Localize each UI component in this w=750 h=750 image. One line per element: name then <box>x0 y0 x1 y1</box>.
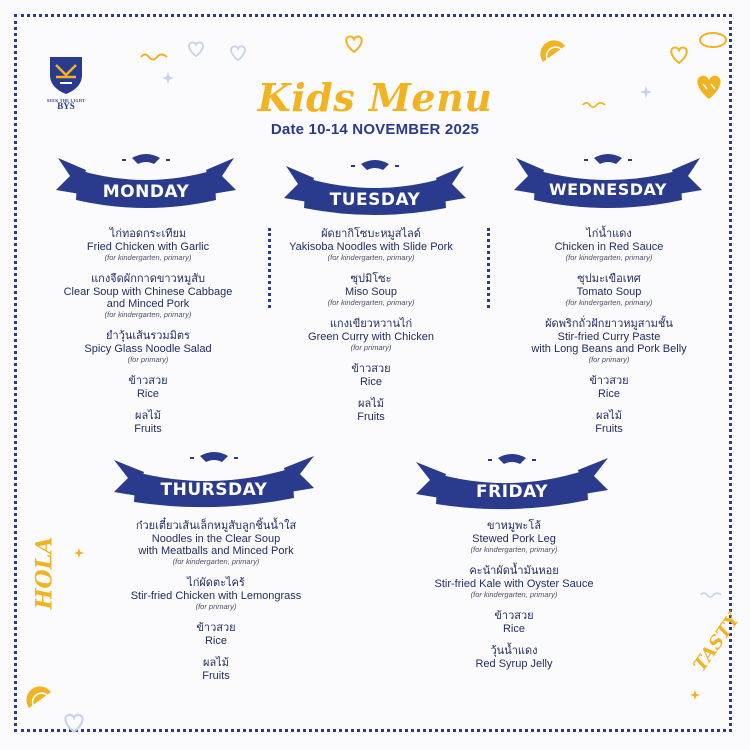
dish-audience: (for kindergarten, primary) <box>327 253 415 262</box>
menu-item <box>270 273 472 308</box>
heart-doodle-icon <box>343 34 365 54</box>
dish-english: Miso Soup <box>345 286 397 298</box>
dish-thai: ข้าวสวย <box>128 375 168 387</box>
tuesday-menu <box>270 228 472 433</box>
heart-doodle-icon <box>62 712 86 734</box>
friday-menu <box>400 520 628 680</box>
dish-english: Fruits <box>134 423 162 435</box>
dish-audience: (for kindergarten, primary) <box>470 545 558 554</box>
day-label: MONDAY <box>102 182 190 202</box>
menu-item <box>100 577 332 612</box>
day-label: WEDNESDAY <box>549 180 667 199</box>
menu-item <box>400 565 628 600</box>
menu-item <box>270 228 472 263</box>
dish-audience: (for kindergarten, primary) <box>172 557 260 566</box>
dish-thai: ผัดพริกถั่วฝักยาวหมูสามชั้น <box>545 318 673 330</box>
dish-english: Tomato Soup <box>576 286 642 298</box>
star-icon <box>640 86 652 98</box>
thursday-menu <box>100 520 332 692</box>
heart-doodle-icon <box>228 44 248 62</box>
sparkle-icon <box>698 30 728 50</box>
dish-thai: ขาหมูพะโล้ <box>486 520 541 532</box>
menu-item <box>36 375 260 400</box>
dish-audience: (for primary) <box>588 355 630 364</box>
dish-english: Rice <box>204 635 227 647</box>
menu-item <box>36 330 260 365</box>
dish-audience: (for primary) <box>350 343 392 352</box>
dish-english: Rice <box>502 623 525 635</box>
dish-english: Fried Chicken with Garlic <box>86 241 210 253</box>
lemon-icon <box>540 40 570 70</box>
banner-friday <box>412 452 612 516</box>
dish-english: Stir-fried Chicken with Lemongrass <box>130 590 302 602</box>
menu-item <box>496 273 722 308</box>
day-label: TUESDAY <box>329 190 421 210</box>
dish-thai: ไก่ทอดกระเทียม <box>109 228 187 240</box>
dish-english: Rice <box>597 388 620 400</box>
menu-item <box>100 657 332 682</box>
dish-thai: ซุปมิโซะ <box>350 273 392 285</box>
wednesday-menu <box>496 228 722 445</box>
tasty-doodle: TASTY <box>689 609 745 676</box>
dish-thai: ไก่น้ำแดง <box>586 228 632 240</box>
dish-thai: ข้าวสวย <box>589 375 629 387</box>
dish-english: Green Curry with Chicken <box>308 331 434 343</box>
menu-item <box>400 645 628 670</box>
dish-audience: (for primary) <box>195 602 237 611</box>
dish-thai: ข้าวสวย <box>494 610 534 622</box>
heart-doodle-icon <box>668 45 690 65</box>
dish-thai: ผลไม้ <box>135 410 161 422</box>
dish-english: Chicken in Red Sauce <box>554 241 664 253</box>
dish-english: Stir-fried Kale with Oyster Sauce <box>434 578 594 590</box>
logo-text: BYS <box>57 101 75 111</box>
dish-thai: ผลไม้ <box>358 398 384 410</box>
menu-date: Date 10-14 NOVEMBER 2025 <box>270 121 480 138</box>
dish-english: Spicy Glass Noodle Salad <box>84 343 212 355</box>
logo-motto: SEEK THE LIGHT <box>46 98 86 103</box>
dish-english: Yakisoba Noodles with Slide Pork <box>289 241 453 253</box>
star-icon <box>162 72 174 84</box>
dish-thai: ข้าวสวย <box>351 363 391 375</box>
banner-tuesday <box>280 156 470 222</box>
menu-item <box>400 520 628 555</box>
dish-thai: ก๋วยเตี๋ยวเส้นเล็กหมูสับลูกชิ้นน้ำใส <box>135 520 297 532</box>
dish-english: Stir-fried Curry Paste <box>557 331 661 343</box>
dish-thai: ยำวุ้นเส้นรวมมิตร <box>106 330 190 342</box>
lemon-icon <box>26 686 56 716</box>
dish-english-line2: and Minced Pork <box>106 298 190 310</box>
monday-menu <box>36 228 260 445</box>
squiggle-icon <box>700 590 722 600</box>
dish-english: Clear Soup with Chinese Cabbage <box>63 286 233 298</box>
dish-english: Noodles in the Clear Soup <box>151 533 281 545</box>
dish-thai: คะน้าผัดน้ำมันหอย <box>469 565 559 577</box>
hola-doodle: HOLA <box>31 536 58 610</box>
dish-english: Fruits <box>202 670 230 682</box>
heart-doodle-icon <box>693 72 725 102</box>
dish-audience: (for kindergarten, primary) <box>470 590 558 599</box>
menu-item <box>270 318 472 353</box>
dish-thai: ผัดยากิโซบะหมูสไลด์ <box>321 228 421 240</box>
dish-english: Red Syrup Jelly <box>475 658 553 670</box>
dish-english: Fruits <box>595 423 623 435</box>
dish-english-line2: with Long Beans and Pork Belly <box>531 343 687 355</box>
dish-english-line2: with Meatballs and Minced Pork <box>138 545 294 557</box>
day-label: FRIDAY <box>476 482 548 502</box>
dish-english: Fruits <box>357 411 385 423</box>
menu-item <box>496 375 722 400</box>
page-title: Kids Menu <box>257 75 493 120</box>
menu-item <box>400 610 628 635</box>
squiggle-icon <box>582 100 606 110</box>
menu-item <box>496 228 722 263</box>
banner-thursday <box>110 450 318 514</box>
menu-item <box>496 318 722 365</box>
dish-audience: (for kindergarten, primary) <box>104 310 192 319</box>
menu-item <box>36 410 260 435</box>
banner-monday <box>52 150 240 216</box>
squiggle-icon <box>140 52 168 62</box>
dish-thai: ผลไม้ <box>596 410 622 422</box>
menu-item <box>100 520 332 567</box>
dish-thai: แกงจืดผักกาดขาวหมูสับ <box>91 273 205 285</box>
dish-thai: ผลไม้ <box>203 657 229 669</box>
menu-item <box>100 622 332 647</box>
heart-doodle-icon <box>186 40 206 58</box>
dish-english: Rice <box>359 376 382 388</box>
dish-audience: (for kindergarten, primary) <box>565 253 653 262</box>
dish-audience: (for kindergarten, primary) <box>565 298 653 307</box>
dish-audience: (for kindergarten, primary) <box>104 253 192 262</box>
dish-audience: (for primary) <box>127 355 169 364</box>
dish-thai: ซุปมะเขือเทศ <box>577 273 641 285</box>
menu-item <box>270 398 472 423</box>
dish-audience: (for kindergarten, primary) <box>327 298 415 307</box>
dish-thai: ไก่ผัดตะไคร้ <box>187 577 245 589</box>
day-label: THURSDAY <box>160 480 268 500</box>
dish-thai: ข้าวสวย <box>196 622 236 634</box>
star-icon <box>74 548 84 558</box>
dish-thai: แกงเขียวหวานไก่ <box>329 318 413 330</box>
menu-item <box>36 228 260 263</box>
column-divider <box>487 228 490 308</box>
star-icon <box>690 690 700 700</box>
menu-item <box>496 410 722 435</box>
shield-icon <box>48 55 84 95</box>
menu-item <box>36 273 260 320</box>
dish-english: Rice <box>136 388 159 400</box>
school-logo <box>46 55 86 111</box>
menu-item <box>270 363 472 388</box>
banner-wednesday <box>510 150 706 216</box>
dish-english: Stewed Pork Leg <box>472 533 556 545</box>
dish-thai: วุ้นน้ำแดง <box>490 645 538 657</box>
